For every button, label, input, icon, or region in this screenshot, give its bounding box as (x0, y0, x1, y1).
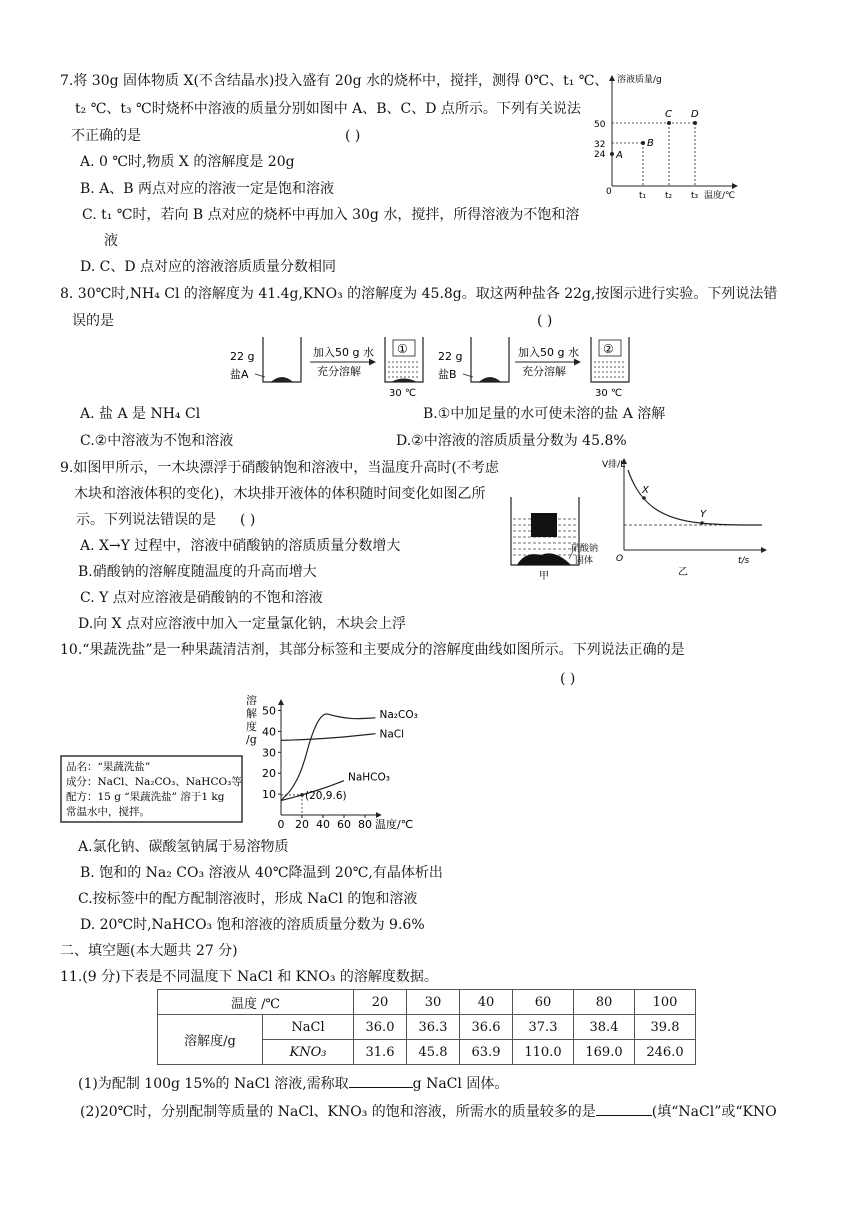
q7-ylabel: 溶液质量/g (617, 75, 662, 85)
q11-value-cell: 110.0 (513, 1040, 574, 1065)
q11-intro: 11.(9 分)下表是不同温度下 NaCl 和 KNO₃ 的溶解度数据。 (60, 969, 438, 985)
chart-series-line (281, 734, 376, 741)
q9-fig-yi-label: 乙 (678, 567, 688, 578)
q10-solubility-chart (243, 688, 448, 833)
q8-temp-1: 30 ℃ (389, 388, 417, 399)
q9-point-label-x: X (642, 485, 649, 496)
q7-answer-paren: ( ) (345, 128, 361, 144)
q7-option-b: B. A、B 两点对应的溶液一定是饱和溶液 (80, 181, 335, 197)
chart-ylabel-char: /g (246, 733, 257, 746)
q8-experiment-diagram (225, 332, 645, 402)
q11-substance-kno3: KNO₃ (263, 1040, 354, 1065)
table-row (158, 1015, 696, 1040)
q10-label-line4: 常温水中，搅拌。 (66, 806, 150, 818)
q9-wood-block (531, 513, 557, 537)
chart-ytick-label: 40 (262, 725, 276, 739)
q11-value-cell: 38.4 (574, 1015, 635, 1040)
q9-option-a: A. X→Y 过程中，溶液中硝酸钠的溶质质量分数增大 (80, 538, 401, 554)
section-2-title: 二、填空题(本大题共 27 分) (60, 943, 238, 959)
chart-series-line (281, 714, 376, 800)
chart-xtick-label: 0 (277, 818, 285, 831)
q10-answer-paren: ( ) (560, 671, 576, 687)
q7-point-c (667, 121, 671, 125)
q10-option-c: C.按标签中的配方配制溶液时，形成 NaCl 的饱和溶液 (78, 891, 418, 907)
q11-value-cell: 45.8 (407, 1040, 460, 1065)
q7-stem-line3: 不正确的是 (71, 128, 141, 144)
q8-circle-2: ② (603, 342, 614, 356)
q11-temp-cell: 40 (460, 990, 513, 1015)
q9-stem-line3: 示。下列说法错误的是 (76, 512, 216, 528)
q10-label-line3: 配方：15 g “果蔬洗盐” 溶于1 kg (66, 791, 225, 803)
q8-beaker-2-liquid (594, 362, 626, 377)
q11-value-cell: 36.6 (460, 1015, 513, 1040)
q10-option-d: D. 20℃时,NaHCO₃ 饱和溶液的溶质质量分数为 9.6% (80, 917, 425, 933)
q7-xtick-t3: t₃ (691, 191, 699, 201)
chart-ytick-label: 10 (262, 788, 276, 802)
q9-xlabel: t/s (738, 556, 750, 566)
chart-annotation-label: (20,9.6) (305, 789, 347, 802)
q9-option-b: B.硝酸钠的溶解度随温度的升高而增大 (78, 564, 317, 580)
q8-salt-b-label: 盐B (438, 368, 457, 381)
q9-volume-curve (628, 470, 762, 525)
q9-point-x (642, 496, 646, 500)
chart-series-label: NaHCO₃ (348, 771, 390, 784)
q7-point-b (641, 141, 645, 145)
q9-option-c: C. Y 点对应溶液是硝酸钠的不饱和溶液 (80, 590, 323, 606)
q7-stem-line1: 7.将 30g 固体物质 X(不含结晶水)投入盛有 20g 水的烧杯中，搅拌，测得 0℃、t₁ ℃、 (60, 73, 609, 89)
q8-salt-b-pile (479, 377, 501, 382)
q11-substance-nacl: NaCl (263, 1015, 354, 1040)
q8-mass-b: 22 g (438, 350, 463, 363)
q8-stem-line2: 误的是 (72, 313, 114, 329)
chart-ylabel-char: 解 (246, 707, 257, 720)
chart-xlabel: 温度/℃ (375, 818, 414, 831)
q10-product-label-box (60, 755, 245, 825)
chart-annotation-point (300, 793, 304, 797)
q9-solid-label-1: 硝酸钠 (571, 544, 599, 554)
q10-option-b: B. 饱和的 Na₂ CO₃ 溶液从 40℃降温到 20℃,有晶体析出 (80, 865, 443, 881)
q7-ytick-50: 50 (594, 120, 606, 130)
q9-point-y (700, 521, 704, 525)
q9-answer-paren: ( ) (240, 512, 256, 528)
q11-part1-after: g NaCl 固体。 (412, 1076, 509, 1092)
q10-stem-line1: 10.“果蔬洗盐”是一种果蔬清洁剂，其部分标签和主要成分的溶解度曲线如图所示。下列说法正确的是 (60, 642, 685, 658)
q11-row-label: 溶解度/g (158, 1015, 263, 1065)
q9-figure-jia (505, 485, 610, 580)
q7-point-a (610, 152, 614, 156)
q11-temp-cell: 80 (574, 990, 635, 1015)
q7-stem-line2: t₂ ℃、t₃ ℃时烧杯中溶液的质量分别如图中 A、B、C、D 点所示。下列有关说法 (75, 101, 581, 117)
q8-option-c: C.②中溶液为不饱和溶液 (80, 433, 234, 449)
q7-xlabel: 温度/℃ (704, 191, 736, 201)
q7-ytick-32: 32 (594, 140, 606, 150)
q11-value-cell: 39.8 (635, 1015, 696, 1040)
q11-value-cell: 37.3 (513, 1015, 574, 1040)
q11-value-cell: 31.6 (354, 1040, 407, 1065)
q11-part1-blank[interactable] (349, 1073, 413, 1088)
q7-origin: 0 (606, 187, 612, 197)
q7-xtick-t2: t₂ (665, 191, 673, 201)
q7-option-c-line1: C. t₁ ℃时，若向 B 点对应的烧杯中再加入 30g 水，搅拌，所得溶液为不饱和溶 (82, 207, 580, 223)
chart-ylabel-char: 度 (246, 720, 257, 733)
q9-origin: O (616, 554, 624, 564)
q9-solid-label-2: 固体 (575, 556, 594, 566)
q7-option-d: D. C、D 点对应的溶液溶质质量分数相同 (80, 259, 337, 275)
q9-stem-line1: 9.如图甲所示，一木块漂浮于硝酸钠饱和溶液中，当温度升高时(不考虑 (60, 460, 499, 476)
q8-stem-line1: 8. 30℃时,NH₄ Cl 的溶解度为 41.4g,KNO₃ 的溶解度为 45.8g。取这两种盐各 22g,按图示进行实验。下列说法错 (60, 286, 778, 302)
q8-mass-a: 22 g (230, 350, 255, 363)
q11-part2-blank[interactable] (596, 1101, 652, 1116)
q8-salt-a-pile (271, 377, 293, 382)
q7-point-label-c: C (665, 109, 672, 120)
q7-point-label-b: B (647, 138, 654, 149)
q8-beaker-a-empty (263, 337, 301, 382)
q9-figure-yi-graph (600, 455, 775, 580)
q8-circle-1: ① (397, 342, 408, 356)
q8-beaker-b-empty (471, 337, 509, 382)
q8-arrow-a-top: 加入50 g 水 (313, 346, 374, 359)
q8-option-b: B.①中加足量的水可使未溶的盐 A 溶解 (423, 406, 666, 422)
chart-ytick-label: 50 (262, 704, 276, 718)
chart-series-label: Na₂CO₃ (379, 708, 418, 721)
chart-ytick-label: 30 (262, 746, 276, 760)
q9-ylabel: V排/L (602, 460, 626, 470)
q8-arrow-b-top: 加入50 g 水 (518, 346, 579, 359)
q7-point-label-d: D (691, 109, 699, 120)
q9-stem-line2: 木块和溶液体积的变化)，木块排开液体的体积随时间变化如图乙所 (74, 486, 486, 502)
q11-temp-cell: 20 (354, 990, 407, 1015)
table-row (158, 990, 696, 1015)
q8-arrow-b-bottom: 充分溶解 (522, 365, 566, 378)
chart-xtick-label: 60 (337, 818, 351, 831)
q10-label-line1: 品名：“果蔬洗盐” (66, 761, 151, 773)
q9-option-d: D.向 X 点对应溶液中加入一定量氯化钠，木块会上浮 (78, 616, 407, 632)
q7-option-c-line2: 液 (104, 233, 118, 249)
chart-xtick-label: 40 (316, 818, 330, 831)
q10-option-a: A.氯化钠、碳酸氢钠属于易溶物质 (78, 839, 289, 855)
q7-point-label-a: A (616, 150, 623, 161)
q7-point-d (693, 121, 697, 125)
q8-temp-2: 30 ℃ (595, 388, 623, 399)
q11-value-cell: 36.0 (354, 1015, 407, 1040)
q11-temp-cell: 60 (513, 990, 574, 1015)
q9-fig-jia-label: 甲 (539, 571, 549, 582)
q9-point-label-y: Y (700, 509, 707, 520)
q7-mass-graph (585, 70, 760, 205)
q11-value-cell: 169.0 (574, 1040, 635, 1065)
q11-solubility-table (157, 989, 696, 1065)
q11-part2 (80, 1101, 777, 1121)
q11-value-cell: 246.0 (635, 1040, 696, 1065)
chart-xtick-label: 80 (358, 818, 372, 831)
chart-series-label: NaCl (379, 728, 405, 741)
q11-value-cell: 36.3 (407, 1015, 460, 1040)
chart-ylabel-char: 溶 (246, 694, 257, 707)
chart-ytick-label: 20 (262, 767, 276, 781)
q8-option-a: A. 盐 A 是 NH₄ Cl (80, 406, 201, 422)
q11-part2-after: (填“NaCl”或“KNO (651, 1104, 777, 1120)
q11-part2-before: (2)20℃时，分别配制等质量的 NaCl、KNO₃ 的饱和溶液，所需水的质量较多的是 (80, 1104, 596, 1120)
q11-value-cell: 63.9 (460, 1040, 513, 1065)
q7-ytick-24: 24 (594, 150, 606, 160)
q8-arrow-a-bottom: 充分溶解 (317, 365, 361, 378)
chart-xtick-label: 20 (295, 818, 309, 831)
q10-label-line2: 成分：NaCl、Na₂CO₃、NaHCO₃等 (66, 776, 242, 788)
q8-answer-paren: ( ) (537, 313, 553, 329)
q7-xtick-t1: t₁ (639, 191, 647, 201)
q11-part1-before: (1)为配制 100g 15%的 NaCl 溶液,需称取 (78, 1076, 349, 1092)
q11-temp-cell: 100 (635, 990, 696, 1015)
q8-option-d: D.②中溶液的溶质质量分数为 45.8% (396, 433, 627, 449)
q11-part1 (78, 1073, 508, 1093)
q7-option-a: A. 0 ℃时,物质 X 的溶解度是 20g (80, 154, 295, 170)
q8-salt-a-label: 盐A (230, 368, 249, 381)
q11-header-label: 温度 /℃ (158, 990, 354, 1015)
q11-temp-cell: 30 (407, 990, 460, 1015)
